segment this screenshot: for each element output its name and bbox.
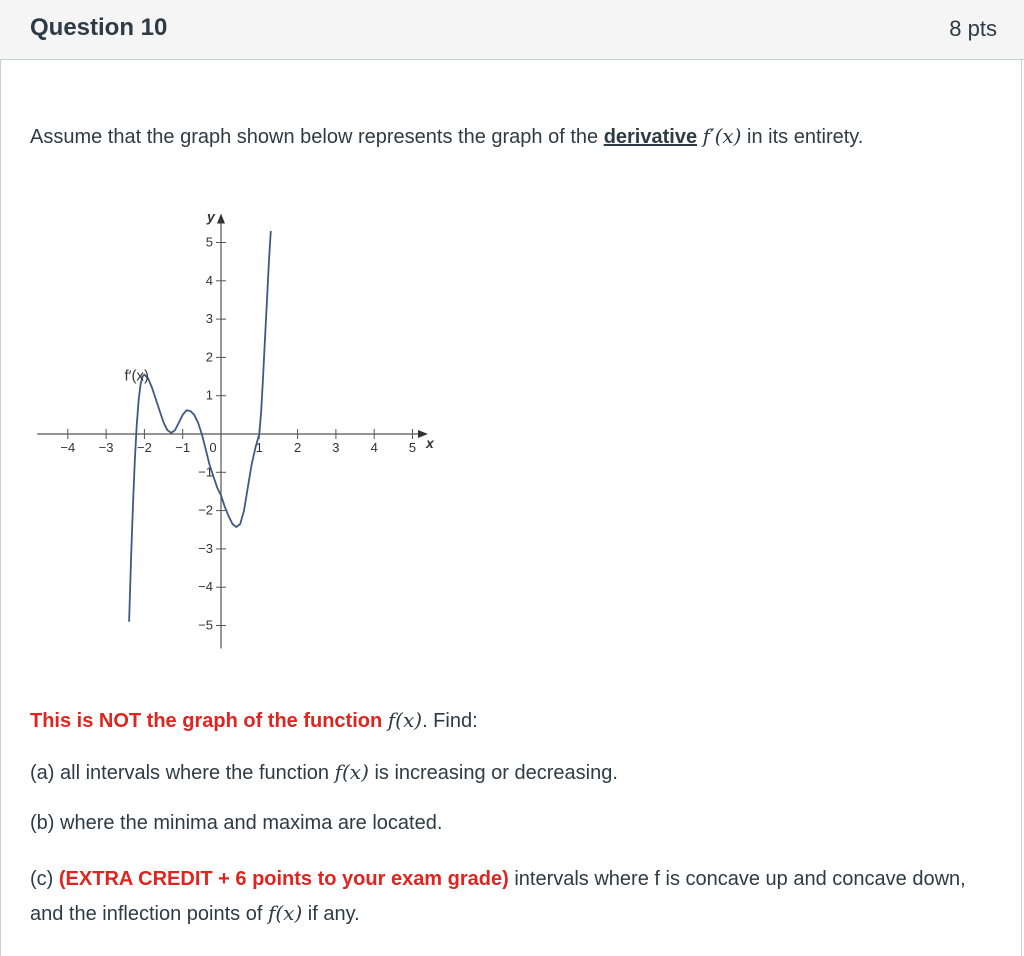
x-tick-label: −1 [175, 440, 191, 455]
warning-line [30, 708, 478, 733]
derivative-curve [129, 231, 271, 622]
x-tick-label: 3 [332, 440, 340, 455]
y-tick-label: 5 [205, 234, 213, 250]
intro-post: in its entirety. [741, 126, 864, 148]
derivative-graph [28, 192, 448, 652]
curve-label: f′(x) [124, 367, 149, 385]
x-tick-label: −4 [60, 440, 76, 455]
intro-text: Assume that the graph shown below represents the graph of the [30, 126, 604, 148]
part-a [30, 760, 618, 785]
x-tick-label: 5 [408, 440, 417, 455]
y-tick-label: −4 [198, 579, 213, 595]
y-tick-label: −3 [198, 540, 213, 556]
part-c-text: intervals where f is concave up and concave down, and the inflection points of [30, 868, 966, 925]
x-tick-label: 1 [255, 440, 263, 455]
intro-math: f′(x) [702, 124, 742, 148]
part-a-text: (a) all intervals where the function [30, 762, 335, 784]
part-c-prefix: (c) [30, 868, 59, 890]
y-tick-label: 4 [205, 272, 213, 288]
part-c [30, 862, 980, 931]
x-tick-label: −2 [136, 440, 152, 455]
x-tick-label: 0 [209, 440, 217, 455]
y-axis-arrow [217, 214, 225, 224]
y-tick-label: −2 [198, 502, 213, 518]
part-c-extra-credit: (EXTRA CREDIT + 6 points to your exam grade) [58, 868, 509, 890]
intro-bold-term: derivative [603, 126, 698, 148]
y-tick-label: −5 [198, 617, 213, 633]
x-tick-label: −3 [98, 440, 114, 455]
x-axis-label: x [425, 435, 434, 451]
y-tick-label: 1 [205, 387, 213, 403]
part-a-post: is increasing or decreasing. [368, 762, 618, 784]
question-title: Question 10 [30, 14, 168, 41]
part-c-post: if any. [302, 903, 360, 925]
part-c-math: f(x) [267, 901, 303, 925]
part-a-math: f(x) [334, 760, 369, 784]
warning-rest: . Find: [422, 710, 478, 732]
y-axis-label: y [207, 208, 215, 225]
y-tick-label: 2 [205, 349, 213, 365]
x-tick-label: 2 [293, 440, 302, 455]
part-b: (b) where the minima and maxima are located. [30, 812, 443, 834]
x-tick-label: 4 [370, 440, 378, 455]
warning-math: f(x) [387, 708, 423, 732]
y-tick-label: 3 [205, 311, 213, 327]
question-header [0, 0, 1024, 60]
warning-text: This is NOT the graph of the function [30, 710, 388, 732]
y-tick-label: −1 [198, 464, 213, 480]
question-points: 8 pts [949, 16, 997, 41]
question-intro [30, 124, 863, 149]
